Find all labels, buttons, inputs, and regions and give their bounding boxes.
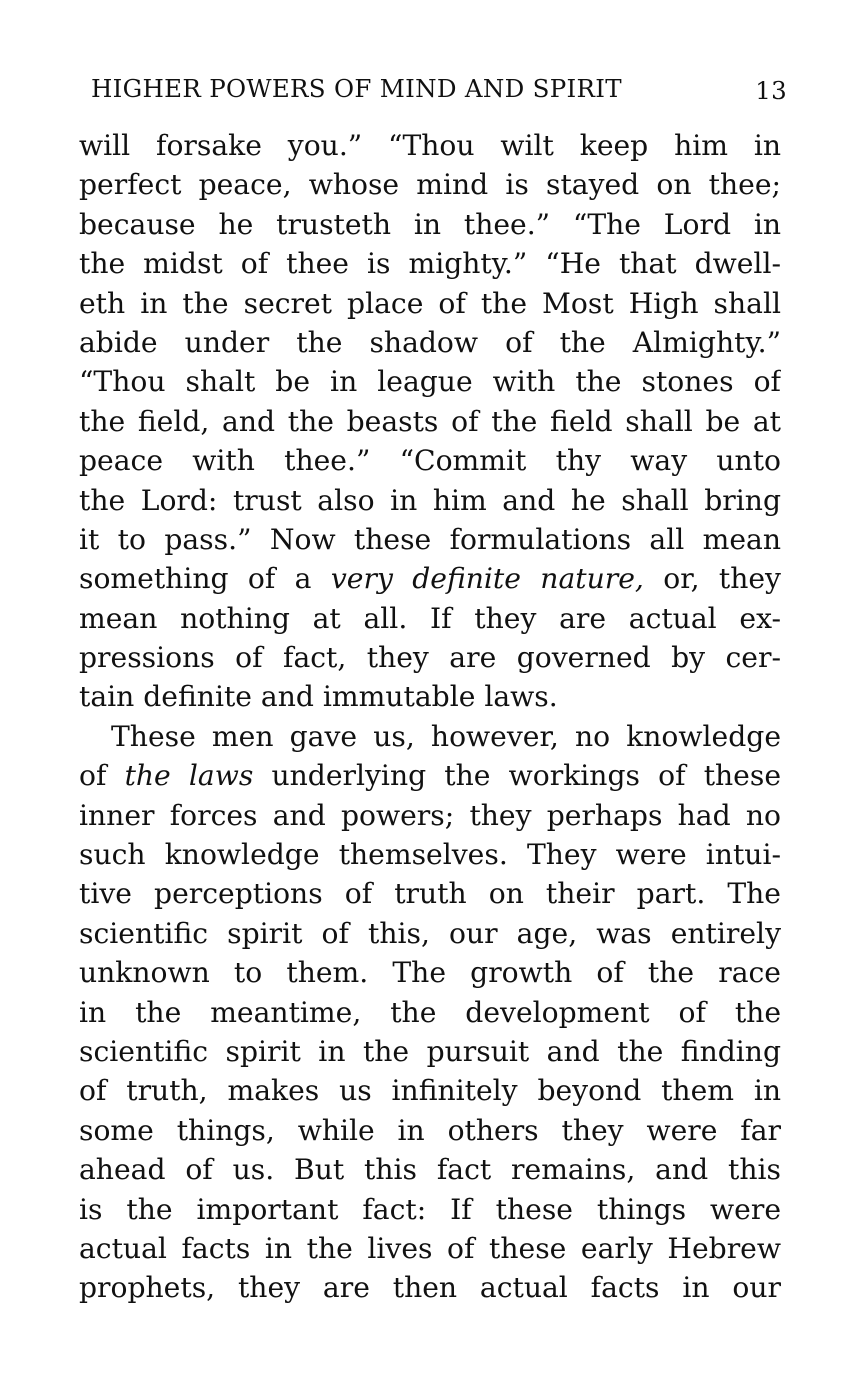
text-line: the midst of thee is mighty.” “He that dwell- xyxy=(79,247,781,281)
text-line: because he trusteth in thee.” “The Lord in xyxy=(79,207,781,241)
text-line: abide under the shadow of the Almighty.” xyxy=(79,325,781,359)
text-line: tive perceptions of truth on their part. The xyxy=(79,877,781,911)
text-line: such knowledge themselves. They were intui- xyxy=(79,838,781,872)
text-line: prophets, they are then actual facts in our xyxy=(79,1271,781,1305)
text-line: the Lord: trust also in him and he shall bring xyxy=(79,483,781,517)
italic-phrase: very definite nature, xyxy=(330,562,644,596)
text-line: ahead of us. But this fact remains, and this xyxy=(79,1153,781,1187)
text-line: unknown to them. The growth of the race xyxy=(79,956,781,990)
text-line xyxy=(79,756,781,795)
text-line: the field, and the beasts of the field shall be at xyxy=(79,404,781,438)
text-segment: of xyxy=(79,759,125,793)
text-segment: something of a xyxy=(79,562,331,596)
text-line: is the important fact: If these things were xyxy=(79,1192,781,1226)
running-head-title: HIGHER POWERS OF MIND AND SPIRIT xyxy=(91,74,622,103)
text-line: in the meantime, the development of the xyxy=(79,995,781,1029)
paragraph xyxy=(79,717,781,1308)
text-line: will forsake you.” “Thou wilt keep him in xyxy=(79,129,781,162)
text-line: scientific spirit of this, our age, was entirely xyxy=(79,916,781,950)
running-head xyxy=(91,74,787,108)
page-body xyxy=(79,126,781,1308)
text-line: mean nothing at all. If they are actual ex- xyxy=(79,601,781,635)
text-line: “Thou shalt be in league with the stones of xyxy=(79,365,781,399)
text-line: it to pass.” Now these formulations all mean xyxy=(79,522,781,556)
text-line: peace with thee.” “Commit thy way unto xyxy=(79,444,781,478)
text-line: pressions of fact, they are governed by cer- xyxy=(79,641,781,675)
paragraph-continued xyxy=(79,126,781,717)
page-number: 13 xyxy=(755,76,787,105)
text-line: scientific spirit in the pursuit and the finding xyxy=(79,1034,781,1068)
text-line xyxy=(79,559,781,598)
text-line: perfect peace, whose mind is stayed on thee; xyxy=(79,168,781,202)
text-line: eth in the secret place of the Most High shall xyxy=(79,286,781,320)
text-line: These men gave us, however, no knowledge xyxy=(111,719,781,753)
text-segment: underlying the workings of these xyxy=(253,759,781,793)
text-line: inner forces and powers; they perhaps had no xyxy=(79,798,781,832)
text-line: some things, while in others they were far xyxy=(79,1113,781,1147)
text-line: tain definite and immutable laws. xyxy=(79,680,558,714)
text-line: actual facts in the lives of these early Hebrew xyxy=(79,1231,781,1265)
text-segment: or, they xyxy=(643,562,781,596)
text-line: of truth, makes us infinitely beyond them in xyxy=(79,1074,781,1108)
italic-phrase: the laws xyxy=(124,759,254,793)
